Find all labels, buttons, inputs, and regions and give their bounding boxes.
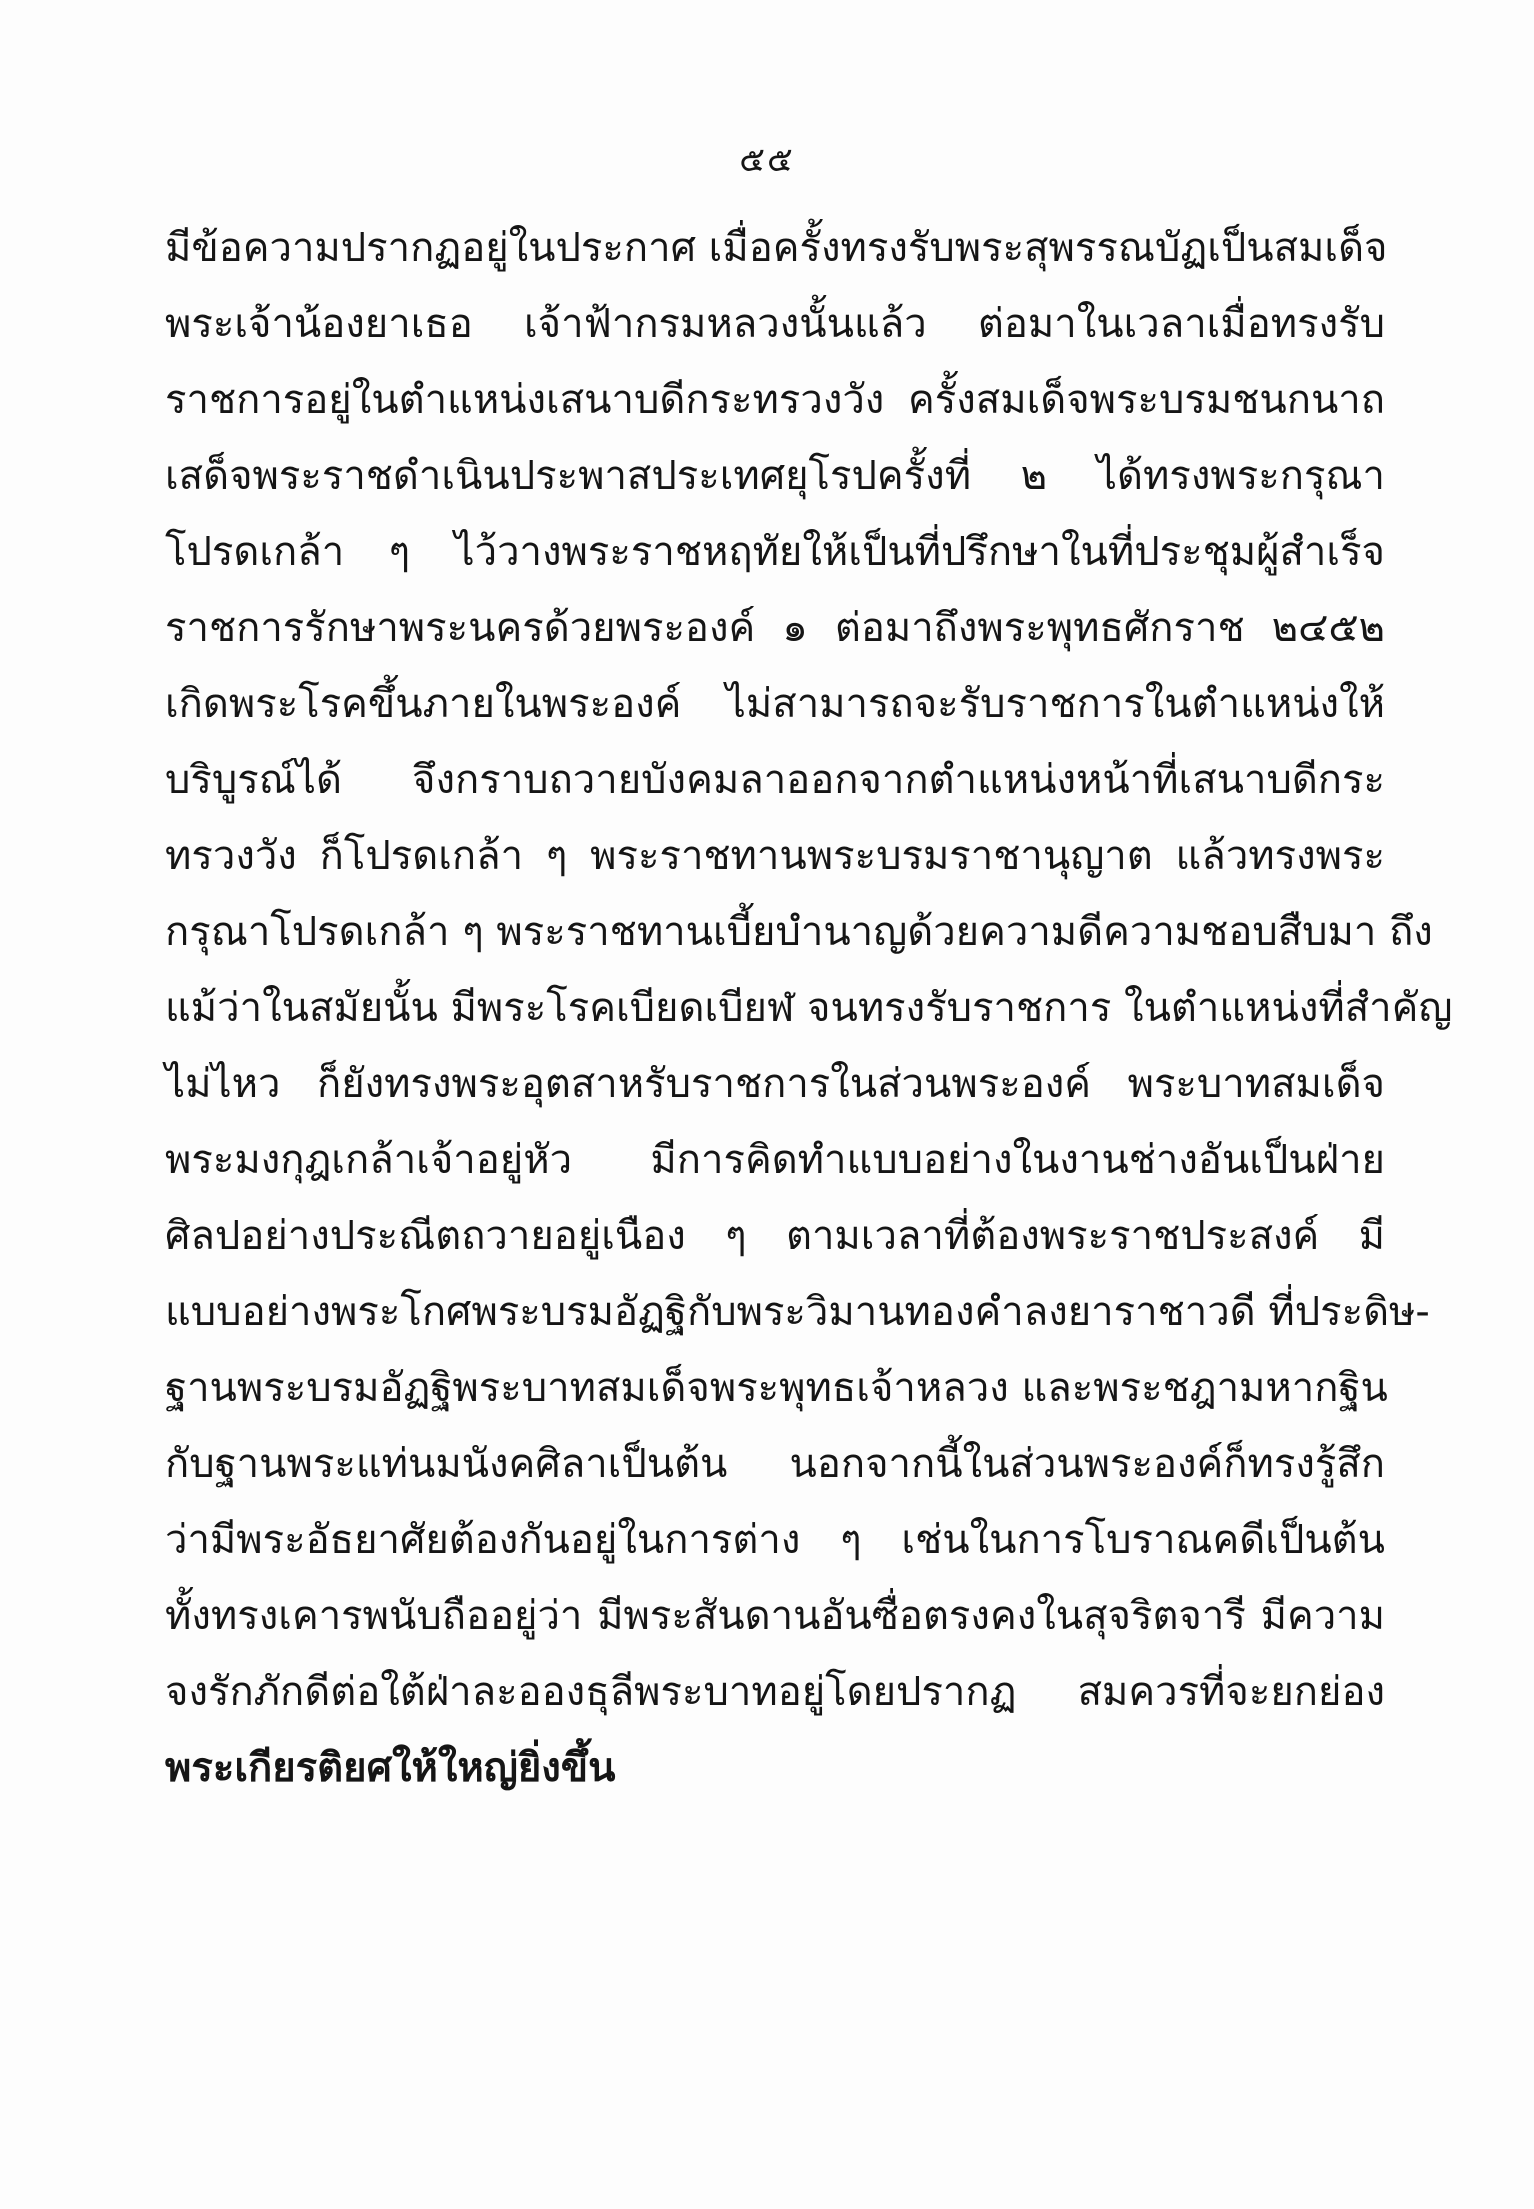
page-number: ๕๕: [739, 140, 795, 180]
text-line: ว่ามีพระอัธยาศัยต้องกันอยู่ในการต่าง ๆ เช่นในการโบราณคดีเป็นต้น: [165, 1517, 1385, 1563]
text-line: ฐานพระบรมอัฏฐิพระบาทสมเด็จพระพุทธเจ้าหลวง และพระชฎามหากฐิน: [165, 1365, 1388, 1411]
text-line: กับฐานพระแท่นมนังคศิลาเป็นต้น นอกจากนี้ในส่วนพระองค์ก็ทรงรู้สึก: [165, 1441, 1385, 1487]
text-line: จงรักภักดีต่อใต้ฝ่าละอองธุลีพระบาทอยู่โดยปรากฏ สมควรที่จะยกย่อง: [165, 1669, 1385, 1715]
text-line: กรุณาโปรดเกล้า ๆ พระราชทานเบี้ยบำนาญด้วยความดีความชอบสืบมา ถึง: [165, 909, 1433, 955]
body-text: [165, 210, 1453, 1806]
text-line: แบบอย่างพระโกศพระบรมอัฏฐิกับพระวิมานทองคำลงยาราชาวดี ที่ประดิษ-: [165, 1289, 1430, 1335]
text-line: ศิลปอย่างประณีตถวายอยู่เนือง ๆ ตามเวลาที่ต้องพระราชประสงค์ มี: [165, 1213, 1385, 1259]
text-line: โปรดเกล้า ๆ ไว้วางพระราชหฤทัยให้เป็นที่ปรึกษาในที่ประชุมผู้สำเร็จ: [165, 529, 1385, 575]
text-line: บริบูรณ์ได้ จึงกราบถวายบังคมลาออกจากตำแหน่งหน้าที่เสนาบดีกระ: [165, 757, 1385, 803]
text-line: เสด็จพระราชดำเนินประพาสประเทศยุโรปครั้งที่ ๒ ได้ทรงพระกรุณา: [165, 453, 1385, 499]
text-line: ทรวงวัง ก็โปรดเกล้า ๆ พระราชทานพระบรมราชานุญาต แล้วทรงพระ: [165, 833, 1385, 879]
text-line: เกิดพระโรคขึ้นภายในพระองค์ ไม่สามารถจะรับราชการในตำแหน่งให้: [165, 681, 1385, 727]
text-line: ทั้งทรงเคารพนับถืออยู่ว่า มีพระสันดานอันซื่อตรงคงในสุจริตจารี มีความ: [165, 1593, 1385, 1639]
text-line: แม้ว่าในสมัยนั้น มีพระโรคเบียดเบียฬ จนทรงรับราชการ ในตำแหน่งที่สำคัญ: [165, 985, 1453, 1031]
text-line: ราชการรักษาพระนครด้วยพระองค์ ๑ ต่อมาถึงพระพุทธศักราช ๒๔๕๒: [165, 605, 1385, 651]
text-line-final: พระเกียรติยศให้ใหญ่ยิ่งขึ้น: [165, 1745, 616, 1791]
text-line: พระเจ้าน้องยาเธอ เจ้าฟ้ากรมหลวงนั้นแล้ว ต่อมาในเวลาเมื่อทรงรับ: [165, 301, 1385, 347]
text-line: ราชการอยู่ในตำแหน่งเสนาบดีกระทรวงวัง ครั้งสมเด็จพระบรมชนกนาถ: [165, 377, 1385, 423]
text-line: พระมงกุฎเกล้าเจ้าอยู่หัว มีการคิดทำแบบอย่างในงานช่างอันเป็นฝ่าย: [165, 1137, 1385, 1183]
text-line: มีข้อความปรากฏอยู่ในประกาศ เมื่อครั้งทรงรับพระสุพรรณบัฏเป็นสมเด็จ: [165, 225, 1388, 271]
text-line: ไม่ไหว ก็ยังทรงพระอุตสาหรับราชการในส่วนพระองค์ พระบาทสมเด็จ: [165, 1061, 1385, 1107]
